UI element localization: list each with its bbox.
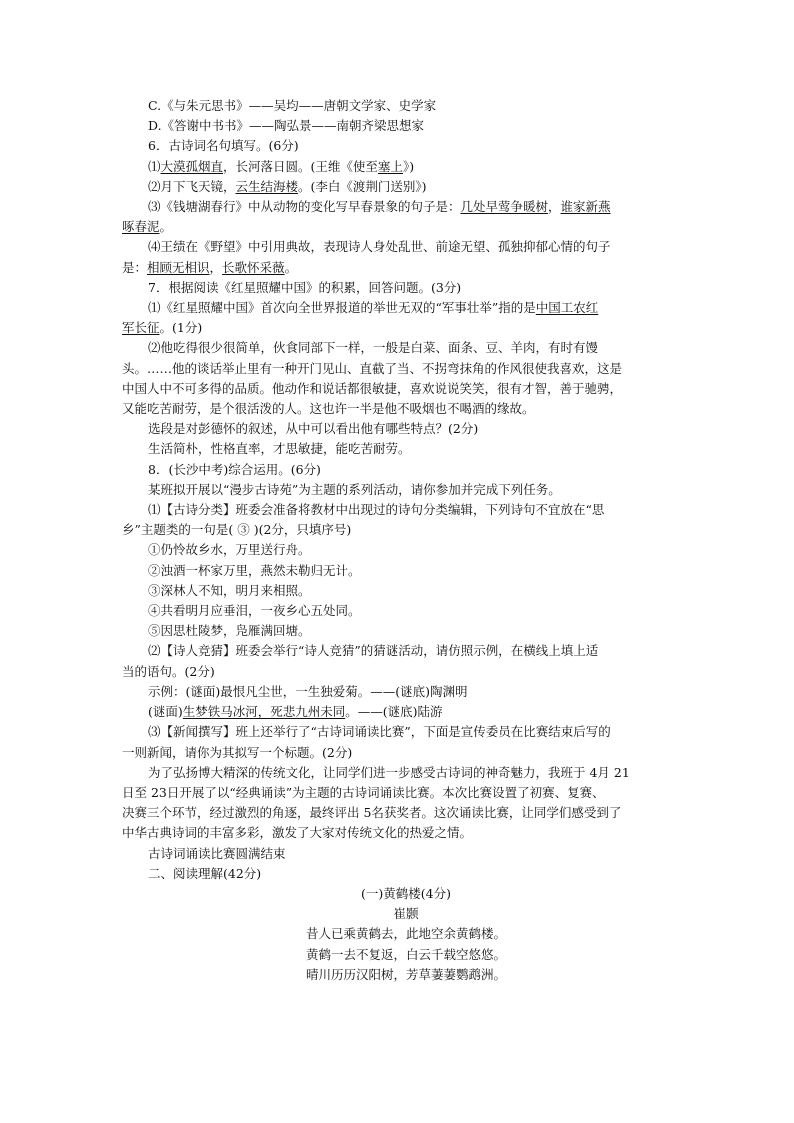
q7-passage-line-1: ⑵他吃得很少很简单，伙食同部下一样，一般是白菜、面条、豆、羊肉，有时有馒	[148, 340, 599, 356]
q8-option-2: ②浊酒一杯家万里，燕然未勒归无计。	[148, 562, 361, 578]
q6-2-end: 。(李白《渡荆门送别》)	[298, 178, 427, 194]
q6-4-answer-a: 相顾无相识	[147, 259, 210, 275]
q7-answer: 生活简朴，性格直率，才思敏捷，能吃苦耐劳。	[148, 441, 411, 457]
q6-3-answer-b-cont: 啄春泥	[122, 219, 160, 235]
q7-passage-line-2: 头。……他的谈话举止里有一种开门见山、直截了当、不拐弯抹角的作风很使我喜欢，这是	[122, 360, 623, 376]
option-c: C.《与朱元思书》——吴均——唐朝文学家、史学家	[148, 98, 437, 113]
q7-passage-line-4: 又能吃苦耐劳，是个很活泼的人。这也许一半是他不吸烟也不喝酒的缘故。	[122, 401, 535, 417]
q8-task-3-cont: 一则新闻，请你为其拟写一个标题。(2分)	[122, 744, 353, 760]
poem-line-3: 晴川历历汉阳树，芳草萋萋鹦鹉洲。	[305, 966, 506, 982]
q8-option-4: ④共看明月应垂泪，一夜乡心五处同。	[148, 603, 361, 619]
document-body	[122, 96, 690, 985]
news-line-2: 日至 23日开展了以“经典诵读”为主题的古诗词诵读比赛。本次比赛设置了初赛、复赛、	[122, 784, 605, 800]
poem-author: 崔颢	[393, 906, 419, 922]
q6-4-lead: 是：	[122, 259, 148, 275]
q8-answer	[122, 702, 690, 722]
option-d: D.《答谢中书书》——陶弘景——南朝齐梁思想家	[148, 118, 425, 134]
news-line-3: 决赛三个环节，经过激烈的角逐，最终评出 5名获奖者。这次诵读比赛，让同学们感受到了	[122, 805, 622, 821]
q7-item-1-cont	[122, 318, 690, 338]
q8-task-1: ⑴【古诗分类】班委会准备将教材中出现过的诗句分类编辑，下列诗句不宜放在“思	[148, 502, 605, 518]
section-2-heading: 二、阅读理解(42分)	[148, 865, 262, 881]
q7-item-1	[122, 298, 690, 318]
q7-1-score: 。(1分)	[159, 320, 203, 336]
q8-intro: 某班拟开展以“漫步古诗苑”为主题的系列活动，请你参加并完成下列任务。	[148, 481, 561, 497]
q8-example: 示例：(谜面)最恨凡尘世，一生独爱菊。——(谜底)陶渊明	[148, 683, 468, 699]
q6-item-4: ⑷王绩在《野望》中引用典故，表现诗人身处乱世、前途无望、孤独抑郁心情的句子	[148, 239, 611, 255]
q6-1-num: ⑴	[148, 158, 161, 174]
q8-task-2-cont: 当的语句。(2分)	[122, 663, 215, 679]
q6-4-comma: ，	[209, 259, 223, 275]
news-line-4: 中华古典诗词的丰富多彩，激发了大家对传统文化的热爱之情。	[122, 825, 473, 841]
question-8-heading: 8．(长沙中考)综合运用。(6分)	[148, 461, 321, 477]
q8-answer-lead: (谜面)	[148, 704, 183, 720]
news-line-1: 为了弘扬博大精深的传统文化，让同学们进一步感受古诗词的神奇魅力，我班于 4月 21	[148, 764, 630, 780]
q6-1-text: ，长河落日圆。(王维《使至	[223, 158, 378, 174]
q8-task-3: ⑶【新闻撰写】班上还举行了“古诗词诵读比赛”，下面是宣传委员在比赛结束后写的	[148, 724, 611, 740]
q8-option-5: ⑤因思杜陵梦，凫雁满回塘。	[148, 623, 311, 639]
q7-question: 选段是对彭德怀的叙述，从中可以看出他有哪些特点？(2分)	[148, 421, 479, 437]
q6-2-answer: 云生结海楼	[235, 178, 299, 194]
poem-title: (一)黄鹤楼(4分)	[361, 885, 451, 901]
q6-3-comma: ，	[548, 199, 561, 215]
q8-answer-end: 。——(谜底)陆游	[345, 704, 443, 720]
q6-item-4-cont	[122, 258, 690, 278]
q7-1-answer: 中国工农红	[535, 300, 599, 316]
q6-4-answer-b: 长歌怀采薇	[222, 259, 285, 275]
q6-item-2	[122, 177, 690, 197]
q6-3-end: 。	[159, 219, 173, 235]
q6-3-text: ⑶《钱塘湖春行》中从动物的变化写早春景象的句子是：	[148, 199, 461, 215]
poem-line-1: 昔人已乘黄鹤去，此地空余黄鹤楼。	[305, 926, 506, 942]
q6-item-3-cont	[122, 217, 690, 237]
q8-task-1-cont: 乡”主题类的一句是( ③ )(2分，只填序号)	[122, 522, 352, 538]
q6-1-end: 》)	[402, 158, 415, 174]
q6-2-text: ⑵月下飞天镜，	[148, 178, 236, 194]
q8-option-3: ③深林人不知，明月来相照。	[148, 582, 311, 598]
q6-4-end: 。	[284, 259, 298, 275]
q8-task-2: ⑵【诗人竞猜】班委会举行“诗人竞猜”的猜谜活动，请仿照示例，在横线上填上适	[148, 643, 599, 659]
q6-1-answer: 大漠孤烟直	[160, 158, 224, 174]
q6-3-answer-a: 几处早莺争暖树	[460, 199, 549, 215]
q7-1-text: ⑴《红星照耀中国》首次向全世界报道的举世无双的“军事壮举”指的是	[148, 300, 536, 316]
question-6-heading: 6．古诗词名句填写。(6分)	[148, 138, 299, 154]
q7-1-answer-cont: 军长征	[122, 320, 160, 336]
q6-item-1	[122, 157, 690, 177]
q6-3-answer-b: 谁家新燕	[560, 199, 611, 215]
poem-line-2: 黄鹤一去不复返，白云千载空悠悠。	[305, 946, 506, 962]
q6-1-title-underlined: 塞上	[377, 158, 403, 174]
news-title-answer: 古诗词诵读比赛圆满结束	[148, 845, 286, 861]
q8-answer-underlined: 生梦铁马冰河，死悲九州未同	[182, 704, 346, 720]
question-7-heading: 7．根据阅读《红星照耀中国》的积累，回答问题。(3分)	[148, 279, 462, 295]
q8-option-1: ①仍怜故乡水，万里送行舟。	[148, 542, 311, 558]
q7-passage-line-3: 中国人中不可多得的品质。他动作和说话都很敏捷，喜欢说说笑笑，很有才智，善于驰骋，	[122, 380, 623, 396]
q6-item-3	[122, 197, 690, 217]
